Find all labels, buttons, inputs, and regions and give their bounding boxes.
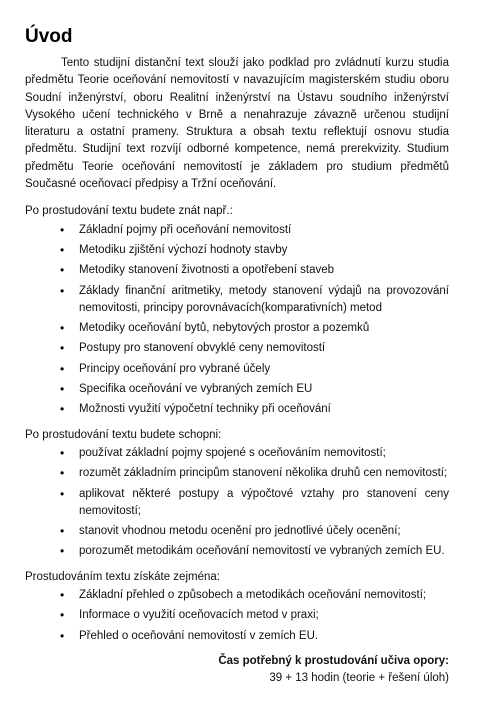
study-time <box>25 653 449 688</box>
list-item: • používat základní pojmy spojené s oceňováním nemovitostí; <box>25 445 449 462</box>
list-item: • Metodiky stanovení životnosti a opotřebení staveb <box>25 262 449 279</box>
list-item: • Principy oceňování pro vybrané účely <box>25 361 449 378</box>
list-item: • Základní přehled o způsobech a metodikách oceňování nemovitostí; <box>25 587 449 604</box>
study-time-value: 39 + 13 hodin (teorie + řešení úloh) <box>269 672 449 685</box>
list-item: • Přehled o oceňování nemovitostí v zemích EU. <box>25 628 449 645</box>
section-lead-knowledge: Po prostudování textu budete znát např.: <box>25 205 233 218</box>
list-item: • Metodiku zjištění výchozí hodnoty stavby <box>25 242 449 259</box>
page-title: Úvod <box>25 26 73 47</box>
section-lead-skills: Po prostudování textu budete schopni: <box>25 428 222 441</box>
list-item: • porozumět metodikám oceňování nemovitostí ve vybraných zemích EU. <box>25 543 449 560</box>
list-item: • aplikovat některé postupy a výpočtové vztahy pro stanovení ceny nemovitostí; <box>25 486 449 521</box>
intro-paragraph: Tento studijní distanční text slouží jako podklad pro zvládnutí kurzu studia předmětu Teorie oceňování nemovitostí v navazujícím magisterském studiu oboru Soudní inženýrství, oboru Realitní inženýrství na Ústavu soudního inženýrství Vysokého učení technického v Brně a nenahrazuje závazně určenou studijní literaturu a ostatní prameny. Struktura a obsah textu reflektují osnovu studia předmětu. Studijní text rozvíjí odborné kompetence, nemá prerekvizity. Studium předmětu Teorie oceňování nemovitostí je základem pro studium předmětů Současné oceňovací předpisy a Tržní oceňování. <box>25 57 449 191</box>
list-item: • rozumět základním principům stanovení několika druhů cen nemovitostí; <box>25 465 449 482</box>
skills-list <box>25 445 449 561</box>
list-item: • Možnosti využití výpočetní techniky při oceňování <box>25 401 449 418</box>
list-item: • Specifika oceňování ve vybraných zemích EU <box>25 381 449 398</box>
gains-list <box>25 587 449 645</box>
list-item: • Metodiky oceňování bytů, nebytových prostor a pozemků <box>25 320 449 337</box>
knowledge-list <box>25 222 449 419</box>
list-item: • Základní pojmy při oceňování nemovitostí <box>25 222 449 239</box>
list-item: • Informace o využití oceňovacích metod v praxi; <box>25 607 449 624</box>
section-lead-gains: Prostudováním textu získáte zejména: <box>25 570 220 583</box>
list-item: • stanovit vhodnou metodu ocenění pro jednotlivé účely ocenění; <box>25 523 449 540</box>
list-item: • Postupy pro stanovení obvyklé ceny nemovitostí <box>25 340 449 357</box>
study-time-label: Čas potřebný k prostudování učiva opory: <box>218 654 449 667</box>
list-item: • Základy finanční aritmetiky, metody stanovení výdajů na provozování nemovitosti, principy porovnávacích(komparativních) metod <box>25 283 449 318</box>
